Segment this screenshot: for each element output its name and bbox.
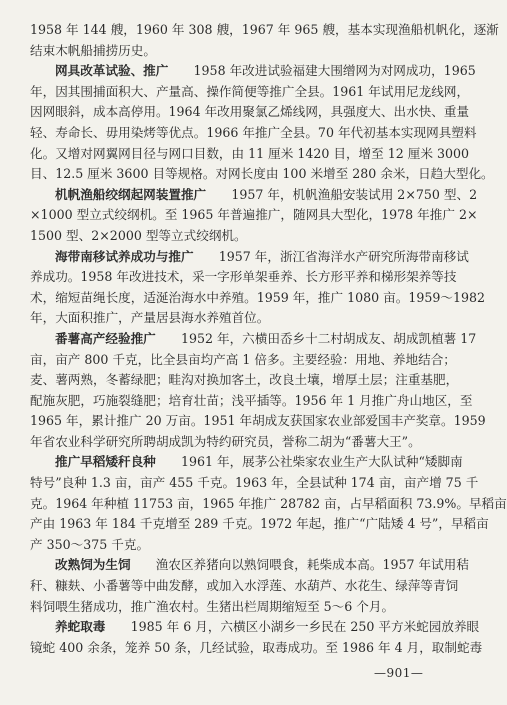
line-text: 产 350～375 千克。 <box>30 536 150 552</box>
line-text: 1500 型、2×2000 型等立式绞纲机。 <box>30 227 247 243</box>
text-line <box>30 205 478 226</box>
section-heading: 改熟饲为生饲 <box>55 557 131 573</box>
line-text: 1952 年，六横田岙乡十二村胡成友、胡成凯植薯 17 <box>155 330 477 346</box>
text-line <box>30 61 476 82</box>
line-text: 麦、薯两熟，冬蓄绿肥；畦沟对换加客土，改良土壤，增厚土层；注重基肥， <box>30 372 459 388</box>
text-line <box>30 102 470 123</box>
line-text: 年，大面积推广，产量居县海水养殖首位。 <box>30 310 270 326</box>
line-text: 渔农区养猪向以熟饲喂食，耗柴成本高。1957 年试用秸 <box>130 557 469 573</box>
text-line <box>30 123 477 144</box>
line-text: 产由 1963 年 184 千克增至 289 千克。1972 年起，推广“广陆矮 4 号”，早稻亩 <box>30 516 489 532</box>
line-text: 1958 年改进试验福建大围缯网为对网成功，1965 <box>168 63 476 79</box>
line-text: 1958 年 144 艘，1960 年 308 艘，1967 年 965 艘，基本实现渔船机帆化，逐渐 <box>30 22 499 37</box>
text-line <box>30 514 489 535</box>
text-line <box>30 391 473 412</box>
text-line <box>30 411 486 432</box>
line-text: 结束木帆船捕捞历史。 <box>30 42 156 58</box>
text-line <box>30 597 450 618</box>
text-line <box>30 288 486 309</box>
text-line <box>30 41 450 62</box>
line-text: 1957 年，浙江省海洋水产研究所海带南移试 <box>193 248 469 264</box>
section-heading: 机帆渔船绞纲起网装置推广 <box>55 186 207 202</box>
line-text: 年省农业科学研究所聘胡成凯为特约研究员，誉称二胡为“番薯大王”。 <box>30 433 421 449</box>
text-line <box>30 267 457 288</box>
text-line <box>30 370 459 391</box>
text-line <box>30 638 483 659</box>
text-line <box>30 432 450 453</box>
page-number: —901— <box>374 666 424 680</box>
line-text: 克。1964 年种植 11753 亩，1965 年推广 28782 亩，占早稻面积 73.9%。早稻亩 <box>30 495 507 511</box>
line-text: 特号”良种 1.3 亩，亩产 455 千克。1963 年，全县试种 174 亩，亩产增 75 千 <box>30 475 479 491</box>
text-line <box>30 185 478 206</box>
text-line <box>30 308 450 329</box>
line-text: 镜蛇 400 余条，笼养 50 条，几经试验，取毒成功。至 1986 年 4 月，取制蛇毒 <box>30 639 483 655</box>
text-line <box>30 350 456 371</box>
line-text: 1957 年，机帆渔船安装试用 2×750 型、2 <box>206 186 478 202</box>
text-line <box>30 247 469 268</box>
text-line <box>30 555 469 576</box>
section-heading: 网具改革试验、推广 <box>55 63 169 79</box>
line-text: 秆、糠麸、小番薯等中曲发酵，或加入水浮莲、水葫芦、水花生、绿萍等青饲 <box>30 578 459 594</box>
line-text: 养成功。1958 年改进技术，采一字形单架垂养、长方形平养和梯形架养等技 <box>30 269 457 285</box>
text-line <box>30 576 459 597</box>
text-line <box>30 144 470 165</box>
line-text: 料饲喂生猪成功，推广渔农村。生猪出栏周期缩短至 5～6 个月。 <box>30 598 395 614</box>
line-text: 年，因其围捕面积大、产量高、操作简便等推广全县。1961 年试用尼龙线网， <box>30 83 470 99</box>
line-text: 因网眼斜，成本高停用。1964 年改用聚氯乙烯线网，具强度大、出水快、重量 <box>30 104 470 120</box>
line-text: 1985 年 6 月，六横区小湖乡一乡民在 250 平方米蛇园放养眼 <box>105 619 480 635</box>
line-text: 术，缩短苗绳长度，适涎治海水中养殖。1959 年，推广 1080 亩。1959～1982 <box>30 289 486 305</box>
line-text: 配施灰肥，巧施裂缝肥；培育壮苗；浅平插等。1956 年 1 月推广舟山地区，至 <box>30 392 473 408</box>
text-line <box>30 473 479 494</box>
line-text: 轻、寿命长、毋用染烤等优点。1966 年推广全县。70 年代初基本实现网具塑料 <box>30 124 477 140</box>
text-line <box>30 164 494 185</box>
line-text: 1965 年，累计推广 20 万亩。1951 年胡成友获国家农业部爱国丰产奖章。1959 <box>30 413 486 429</box>
line-text: 亩，亩产 800 千克，比全县亩均产高 1 倍多。主要经验：用地、养地结合； <box>30 351 456 367</box>
text-line <box>30 535 450 556</box>
text-line <box>30 20 499 41</box>
text-line <box>30 452 463 473</box>
line-text: 1961 年，展茅公社柴家农业生产大队试种“矮脚南 <box>155 454 463 470</box>
text-line <box>30 329 477 350</box>
text-line <box>30 617 480 638</box>
line-text: ×1000 型立式绞纲机。至 1965 年普遍推广，随网具大型化，1978 年推广 2× <box>30 207 478 223</box>
line-text: 目、12.5 厘米 3600 目等规格。对网长度由 100 米增至 280 余米，日趋大型化。 <box>30 166 494 182</box>
section-heading: 推广早稻矮秆良种 <box>55 454 156 470</box>
section-heading: 番薯高产经验推广 <box>55 330 156 346</box>
text-line <box>30 226 450 247</box>
section-heading: 海带南移试养成功与推广 <box>55 248 194 264</box>
text-line <box>30 494 507 515</box>
body-text <box>30 20 507 658</box>
section-heading: 养蛇取毒 <box>55 619 106 635</box>
line-text: 化。又增对网翼网目径与网口目数，由 11 厘米 1420 目，增至 12 厘米 3000 <box>30 145 470 161</box>
text-line <box>30 82 470 103</box>
